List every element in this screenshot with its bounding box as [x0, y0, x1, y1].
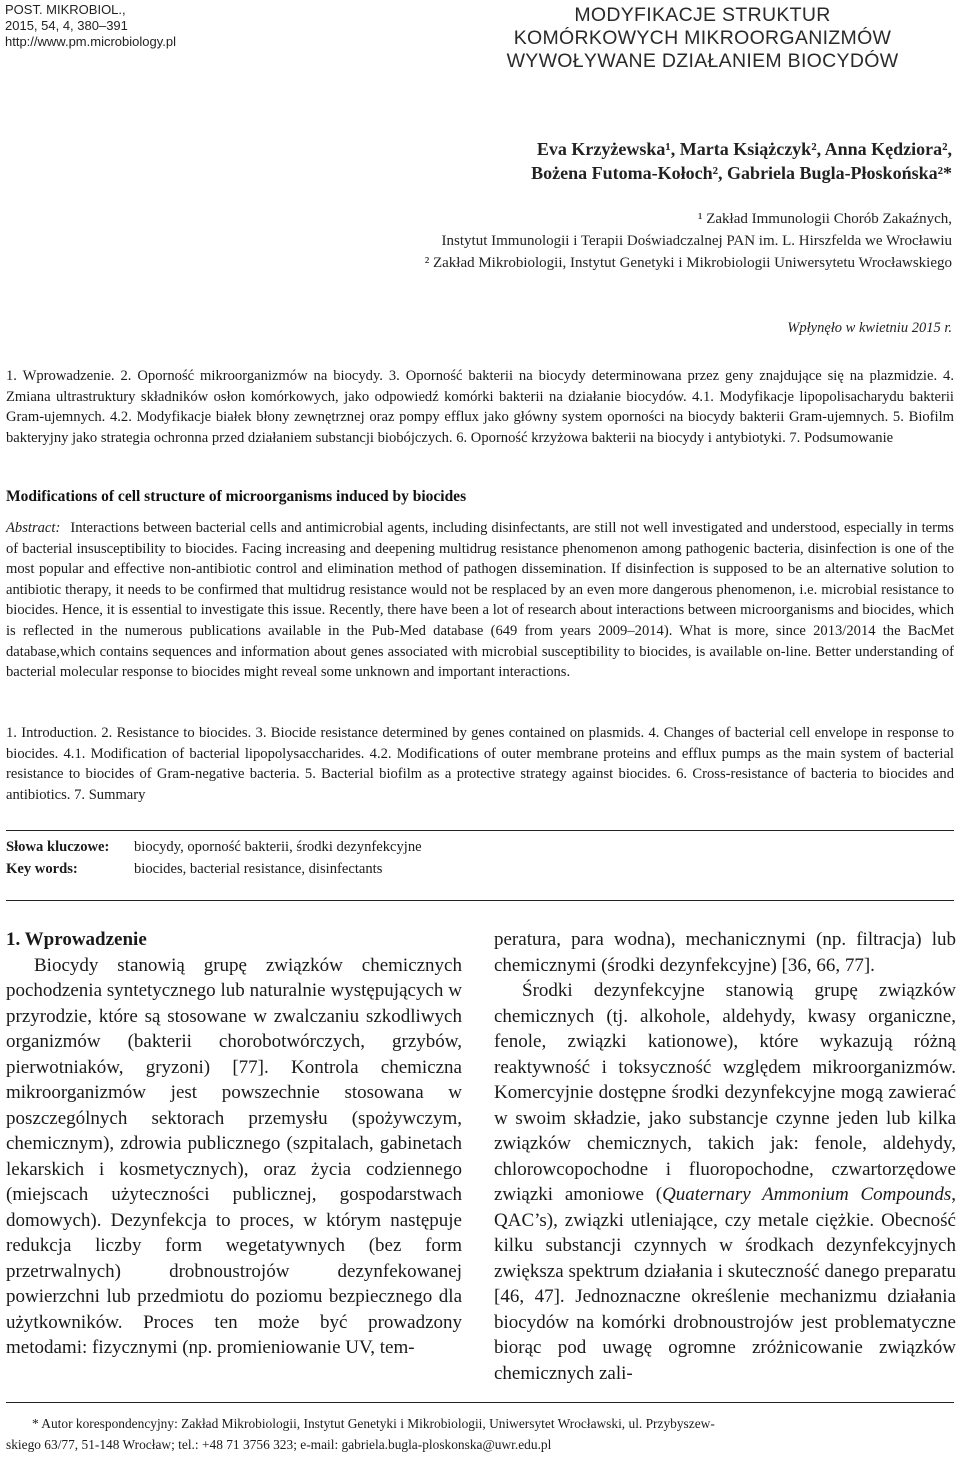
authors-line: Eva Krzyżewska¹, Marta Książczyk², Anna Kędziora²,	[536, 139, 952, 159]
keywords-value: biocides, bacterial resistance, disinfectants	[134, 861, 383, 877]
journal-url[interactable]: http://www.pm.microbiology.pl	[5, 34, 176, 49]
paragraph-text: Środki dezynfekcyjne stanowią grupę związków chemicznych (tj. alkohole, aldehydy, kwasy organiczne, fenole, związki kationowe), które wykazują różną reaktywność i toksyczność względem mikroorganizmów. Komercyjnie dostępne środki dezynfekcyjne mogą zawierać w swoim składzie, jako substancje czynne jeden lub kilka związków chemicznych, takich jak: fenole, aldehydy, chlorowcopochodne i fluoropochodne, czwartorzędowe związki amoniowe (	[494, 980, 956, 1205]
keywords-label: Key words:	[6, 861, 78, 877]
contents-polish: 1. Wprowadzenie. 2. Oporność mikroorganizmów na biocydy. 3. Oporność bakterii na biocydy determinowana przez geny znajdujące się na plazmidzie. 4. Zmiana ultrastruktury składników osłon komórkowych, jako odpowiedź komórki bakterii na działanie biocydów. 4.1. Modyfikacje lipopolisacharydu bakterii Gram-ujemnych. 4.2. Modyfikacje białek błony zewnętrznej oraz pompy efflux jako główny system oporności na biocydy bakterii Gram-ujemnych. 5. Biofilm bakteryjny jako strategia ochronna przed działaniem substancji biobójczych. 6. Oporność krzyżowa bakterii na biocydy i antybiotyki. 7. Podsumowanie	[6, 368, 954, 446]
affiliation-line: ¹ Zakład Immunologii Chorób Zakaźnych,	[697, 211, 952, 227]
abstract-label: Abstract:	[6, 520, 61, 536]
title-line: KOMÓRKOWYCH MIKROORGANIZMÓW	[513, 27, 892, 49]
body-paragraph: peratura, para wodna), mechanicznymi (np. filtracja) lub chemicznymi (środki dezynfekcyjne) [36, 66, 77].	[494, 929, 956, 976]
paragraph-text: , QAC’s), związki utleniające, czy metale ciężkie. Obecność kilku substancji czynnych w środkach dezynfekcyjnych zwiększa spektrum działania i skuteczność danego preparatu [46, 47]. Jednoznaczne określenie mechanizmu działania biocydów na komórki drobnoustrojów jest problematyczne biorąc pod uwagę ogromne zróżnicowanie związków chemicznych zali-	[494, 1184, 956, 1384]
divider	[6, 900, 954, 901]
affiliations	[425, 208, 952, 274]
right-column	[494, 927, 956, 1386]
english-title: Modifications of cell structure of microorganisms induced by biocides	[6, 488, 467, 505]
affiliation-line: Instytut Immunologii i Terapii Doświadczalnej PAN im. L. Hirszfelda we Wrocławiu	[441, 233, 952, 249]
contents-english: 1. Introduction. 2. Resistance to biocides. 3. Biocide resistance determined by genes contained on plasmids. 4. Changes of bacterial cell envelope in response to biocides. 4.1. Modification of bacterial lipopolysaccharides. 4.2. Modifications of outer membrane proteins and efflux pumps as the main system of bacterial resistance to biocides of Gram-negative bacteria. 5. Bacterial biofilm as a protective strategy against biocides. 6. Cross-resistance of bacteria to biocides and antibiotics. 7. Summary	[6, 725, 954, 803]
footnote-line: * Autor korespondencyjny: Zakład Mikrobiologii, Instytut Genetyki i Mikrobiologii, Uniwersytet Wrocławski, ul. Przybyszew-	[32, 1416, 715, 1431]
footnote-divider	[6, 1402, 954, 1403]
footnote	[6, 1413, 954, 1455]
abstract-text: Interactions between bacterial cells and antimicrobial agents, including disinfectants, are still not well investigated and understood, especially in terms of bacterial insusceptibility to biocides. Facing increasing and deepening multidrug resistance phenomenon among pathogenic bacteria, disinfection is one of the most popular and effective non-antibiotic control and elimination method of pathogen dissemination. If disinfection is supposed to be an alternative solution to antibiotic therapy, it needs to be confirmed that multidrug resistance would not be resplaced by an even more dangerous phenomenon, i.e. microbial resistance to biocides. Hence, it is essential to investigate this issue. Recently, there have been a lot of research about interactions between microorganisms and biocides, which is reflected in the numerous publications available in the Pub-Med database (649 from years 2009–2014). What is more, since 2013/2014 the BacMet database,which contains sequences and information about genes associated with microbial susceptibility to biocides, is available on-line. Better understanding of bacterial molecular response to biocides might reveal some unknown and important interactions.	[6, 520, 954, 681]
journal-volume: 2015, 54, 4, 380–391	[5, 18, 128, 33]
divider	[6, 830, 954, 831]
section-heading: 1. Wprowadzenie	[6, 929, 147, 950]
italic-term: Quaternary Ammonium Compounds	[662, 1184, 952, 1205]
title-line: WYWOŁYWANE DZIAŁANIEM BIOCYDÓW	[506, 50, 899, 72]
title-line: MODYFIKACJE STRUKTUR	[574, 4, 831, 26]
keywords-polish	[6, 836, 422, 858]
body-paragraph	[494, 978, 956, 1386]
footnote-line: skiego 63/77, 51-148 Wrocław; tel.: +48 71 3756 323; e-mail: gabriela.bugla-ploskonska@uwr.edu.pl	[6, 1437, 552, 1452]
affiliation-line: ² Zakład Mikrobiologii, Instytut Genetyki i Mikrobiologii Uniwersytetu Wrocławskiego	[424, 255, 952, 271]
received-date: Wpłynęło w kwietniu 2015 r.	[787, 320, 952, 336]
keywords-value: biocydy, oporność bakterii, środki dezynfekcyjne	[134, 839, 422, 855]
author-list	[531, 137, 952, 185]
authors-line: Bożena Futoma-Kołoch², Gabriela Bugla-Płoskońska²*	[531, 163, 952, 183]
body-paragraph: Biocydy stanowią grupę związków chemicznych pochodzenia syntetycznego lub naturalnie występujących w przyrodzie, które są stosowane w zwalczaniu szkodliwych organizmów (bakterii chorobotwórczych, grzybów, pierwotniaków, gryzoni) [77]. Kontrola chemiczna mikroorganizmów jest powszechnie stosowana w poszczególnych sektorach przemysłu (spożywczym, chemicznym), zdrowia publicznego (szpitalach, gabinetach lekarskich i kosmetycznych), oraz życia codziennego (miejscach użyteczności publicznej, gospodarstwach domowych). Dezynfekcja to proces, w którym następuje redukcja liczby form wegetatywnych (bez form przetrwalnych) drobnoustrojów dezynfekowanej powierzchni lub przedmiotu do poziomu bezpiecznego dla użytkowników. Proces ten może być prowadzony metodami: fizycznymi (np. promieniowanie UV, tem-	[6, 954, 462, 1358]
article-title	[450, 4, 955, 73]
left-column	[6, 927, 462, 1361]
keywords-english	[6, 858, 382, 880]
journal-info	[5, 2, 245, 50]
keywords-label: Słowa kluczowe:	[6, 839, 110, 855]
journal-name: POST. MIKROBIOL.,	[5, 2, 126, 17]
abstract	[6, 518, 954, 683]
